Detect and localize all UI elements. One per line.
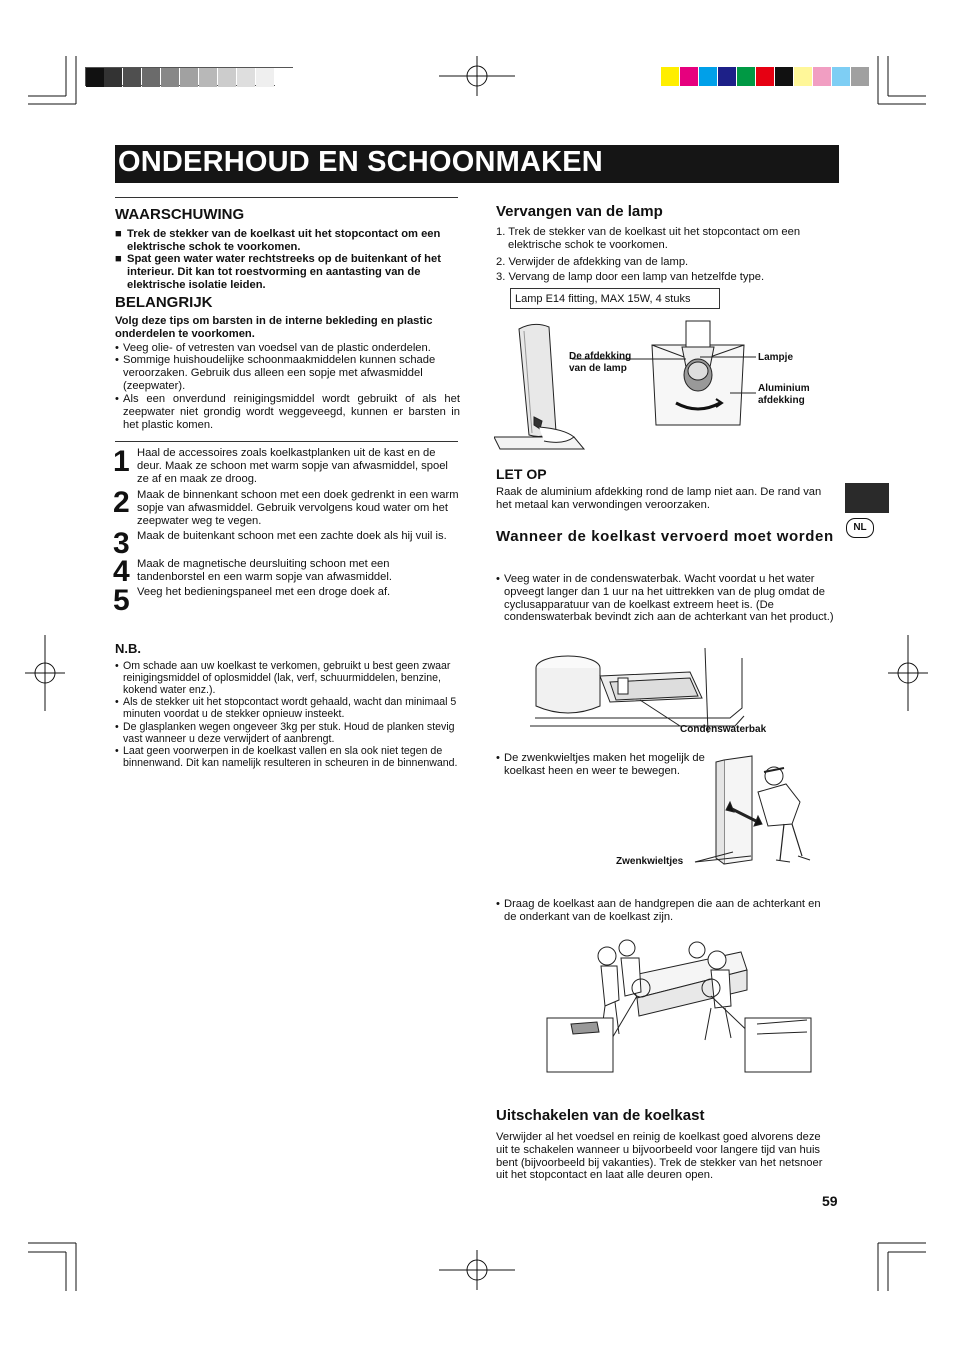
important-item-text: Veeg olie- of vetresten van voedsel van de plastic onderdelen. [123,342,431,354]
greyscale-bar [85,67,293,86]
transport-bullet-text: De zwenkwieltjes maken het mogelijk de koelkast heen en weer te bewegen. [504,752,705,777]
color-swatch [718,67,736,86]
nb-item-text: Als de stekker uit het stopcontact wordt gehaald, wacht dan minimaal 5 minuten voordat u de stekker opnieuw insteekt. [123,696,457,721]
step-text: Haal de accessoires zoals koelkastplanken uit de kast en de deur. Maak ze schoon met warm sopje van afwasmiddel, spoel ze af en maak ze droog. [137,447,448,485]
step-text: Maak de buitenkant schoon met een zachte doek als hij vuil is. [137,530,447,542]
greyscale-swatch [237,68,255,87]
step-text: Maak de binnenkant schoon met een doek gedrenkt in een warm sopje van afwasmiddel. Gebruik vervolgens koud water om het zeepwater weg te vegen. [137,489,459,527]
language-tab [845,483,889,513]
transport-bullet-text: Veeg water in de condenswaterbak. Wacht voordat u het water opveegt langer dan 1 uur na het uittrekken van de plug omdat de cyclusapparatuur van de koelkast extreem heet is. (De condenswaterbak bevindt zich aan de achterkant van het product.) [504,573,834,624]
step-number: 4 [113,555,130,588]
greyscale-swatch [142,68,160,87]
color-swatch [832,67,850,86]
color-swatch [699,67,717,86]
greyscale-swatch [161,68,179,87]
warning-item-text: Spat geen water water rechtstreeks op de buitenkant of het interieur. Dit kan tot roestvorming en aantasting van de elektrische isolatie leiden. [127,253,441,291]
lamp-heading: Vervangen van de lamp [496,203,663,220]
nb-item-text: Om schade aan uw koelkast te verkomen, gebruikt u best geen zwaar reinigingsmiddel of oplosmiddel (lak, verf, schuurmiddelen, benzine, kokend water enz.). [123,660,451,697]
color-swatch [661,67,679,86]
lamp-step: 2. Verwijder de afdekking van de lamp. [496,256,689,268]
label-lamp-bulb: Lampje [758,352,794,363]
warning-item-text: Trek de stekker van de koelkast uit het stopcontact om een elektrische schok te voorkomen. [127,228,441,253]
nb-item-text: De glasplanken wegen ongeveer 3kg per stuk. Houd de planken stevig vast wanneer u deze verwijdert of aanbrengt. [123,721,455,746]
greyscale-swatch [86,68,104,87]
greyscale-swatch [275,68,293,87]
divider [115,197,458,198]
color-swatch [851,67,869,86]
condensate-tray-illustration [530,638,750,738]
language-badge: NL [846,518,874,538]
nb-heading: N.B. [115,641,141,656]
wheels-leader-line [693,846,773,876]
label-lamp-cover: De afdekking van de lamp [569,351,632,374]
greyscale-swatch [256,68,274,87]
lamp-step: 3. Vervang de lamp door een lamp van hetzelfde type. [496,271,765,283]
color-swatch [680,67,698,86]
greyscale-swatch [180,68,198,87]
page-title: ONDERHOUD EN SCHOONMAKEN [118,146,603,178]
greyscale-swatch [199,68,217,87]
color-bar [661,67,869,86]
label-condensate-tray: Condenswaterbak [680,724,767,735]
important-item-text: Als een onverdund reinigingsmiddel wordt gebruikt of als het zeepwater niet grondig wordt weggeveegd, kunnen er barsten in het plastic komen. [123,393,460,431]
color-swatch [737,67,755,86]
step-number: 5 [113,584,130,617]
color-swatch [756,67,774,86]
page-number: 59 [822,1193,838,1209]
label-aluminium-cover: Aluminium afdekking [758,383,810,406]
divider [115,441,458,442]
warning-heading: WAARSCHUWING [115,206,245,223]
transport-heading: Wanneer de koelkast vervoerd moet worden [496,528,834,545]
important-item-text: Sommige huishoudelijke schoonmaakmiddelen kunnen schade veroorzaken. Gebruik dus alleen een sopje met afwasmiddel (zeepwater). [123,354,436,392]
step-number: 1 [113,445,130,478]
caution-text: Raak de aluminium afdekking rond de lamp niet aan. De rand van het metaal kan verwondingen veroorzaken. [496,486,822,511]
step-number: 3 [113,527,130,560]
greyscale-swatch [218,68,236,87]
switchoff-heading: Uitschakelen van de koelkast [496,1107,705,1124]
important-intro: Volg deze tips om barsten in de interne bekleding en plastic onderdelen te voorkomen. [115,315,433,340]
switchoff-text: Verwijder al het voedsel en reinig de koelkast goed alvorens deze uit te schakelen wanneer u bijvoorbeeld voor langere tijd van huis bent (bijvoorbeeld bij vakanties). Trek de stekker van het netsnoer uit het stopcontact en laat alle deuren open. [496,1131,823,1182]
carrying-illustration [545,936,825,1076]
lamp-step: 1. Trek de stekker van de koelkast uit het stopcontact om een elektrische schok te voorkomen. [496,226,801,251]
lamp-spec-box: Lamp E14 fitting, MAX 15W, 4 stuks [510,288,720,309]
nb-item-text: Laat geen voorwerpen in de koelkast vallen en sla ook niet tegen de binnenwand. Dit kan namelijk resulteren in scheuren in de binnenwand. [123,745,458,770]
step-number: 2 [113,486,130,519]
greyscale-swatch [104,68,122,87]
greyscale-swatch [123,68,141,87]
color-swatch [775,67,793,86]
step-text: Maak de magnetische deursluiting schoon met een tandenborstel en een warm sopje van afwasmiddel. [137,558,392,583]
step-text: Veeg het bedieningspaneel met een droge doek af. [137,586,391,598]
color-swatch [813,67,831,86]
label-caster-wheels: Zwenkwieltjes [616,856,684,867]
color-swatch [794,67,812,86]
transport-bullet-text: Draag de koelkast aan de handgrepen die aan de achterkant en de onderkant van de koelkast zijn. [504,898,821,923]
caution-heading: LET OP [496,466,547,482]
important-heading: BELANGRIJK [115,294,213,311]
